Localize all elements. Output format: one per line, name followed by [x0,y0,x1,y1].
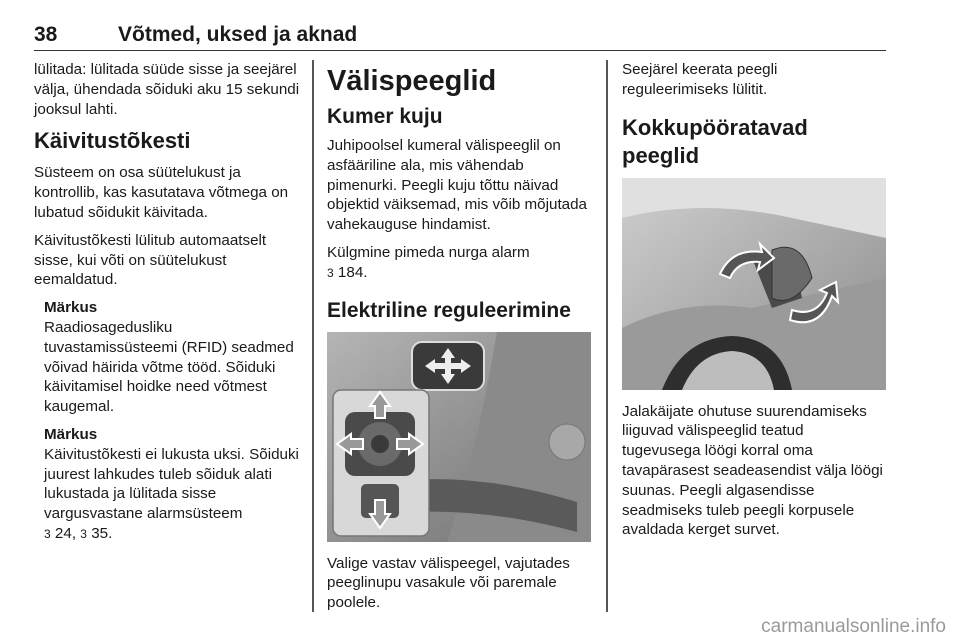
folding-paragraph: Jalakäijate ohutuse suurendamiseks liiguvad välispeeglid teatud tugevusega löögi korral oma tavapärasest seadeasendist välja löögi suunas. Peegli algasendisse seadmiseks tuleb peegli korpusele avaldada kerget survet. [622,402,883,539]
reference-arrow-icon: 3 [80,526,87,541]
column-right [622,60,886,540]
figure-caption: Valige vastav välispeegel, vajutades peeglinupu vasakule või paremale poolele. [327,554,570,612]
column-divider [606,60,608,612]
blind-spot-paragraph: Külgmine pimeda nurga alarm 3 184. [327,243,530,281]
mirror-control-illustration [327,332,591,542]
electric-adjustment-subheading: Elektriline reguleerimine [327,298,571,322]
folding-mirror-illustration [622,178,886,390]
note-text: Raadiosagedusliku tuvastamissüsteemi (RFID) seadmed võivad häirida võtme tööd. Sõiduki käivitamisel hoidke need võtmest kaugemal. [44,318,294,416]
page-ref-link[interactable]: 24 [54,524,72,542]
convex-shape-subheading: Kumer kuju [327,105,443,128]
note-rfid [34,298,302,417]
page-header [34,18,886,51]
immobilizer-heading: Käivitustõkesti [34,128,191,154]
note-title: Märkus [44,299,98,317]
convex-paragraph: Juhipoolsel kumeral välispeeglil on asfääriline ala, mis vähendab pimenurki. Peegli kuju tõttu näivad objektid väiksemad, mis võib mõjutada vahekauguse hindamist. [327,137,587,234]
page-ref-link[interactable]: 184 [337,263,364,281]
reference-arrow-icon: 3 [327,265,334,280]
page-title: Võtmed, uksed ja aknad [118,23,358,46]
column-divider [312,60,314,612]
page-number: 38 [34,23,58,46]
reference-arrow-icon: 3 [44,526,51,541]
intro-paragraph: lülitada: lülitada süüde sisse ja seejärel välja, ühendada sõiduki aku 15 sekundi jooksul lahti. [34,61,300,118]
folding-mirror-figure [622,178,886,390]
mirror-switch-figure [327,332,593,542]
exterior-mirrors-heading: Välispeeglid [327,65,497,97]
folding-mirrors-heading: Kokkupööratavad peeglid [622,114,808,168]
note-text: Käivitustõkesti ei lukusta uksi. Sõiduki juurest lahkudes tuleb sõiduk alati lukustada ja lülitada sisse vargusvastane alarmsüsteem 3 24, 3 35. [44,445,299,542]
immobilizer-paragraph-2: Käivitustõkesti lülitub automaatselt sisse, kui võti on süütelukust eemaldatud. [34,231,267,289]
adjust-paragraph: Seejärel keerata peegli reguleerimiseks lülitit. [622,61,778,98]
note-title: Märkus [44,425,98,443]
column-left [34,60,302,545]
immobilizer-paragraph-1: Süsteem on osa süütelukust ja kontrollib, kas kasutatava võtmega on lubatud sõidukit käivitada. [34,164,289,221]
watermark: carmanualsonline.info [761,616,946,637]
page-ref-link[interactable]: 35 [91,524,109,542]
note-locking [34,425,302,545]
column-middle [327,60,593,613]
